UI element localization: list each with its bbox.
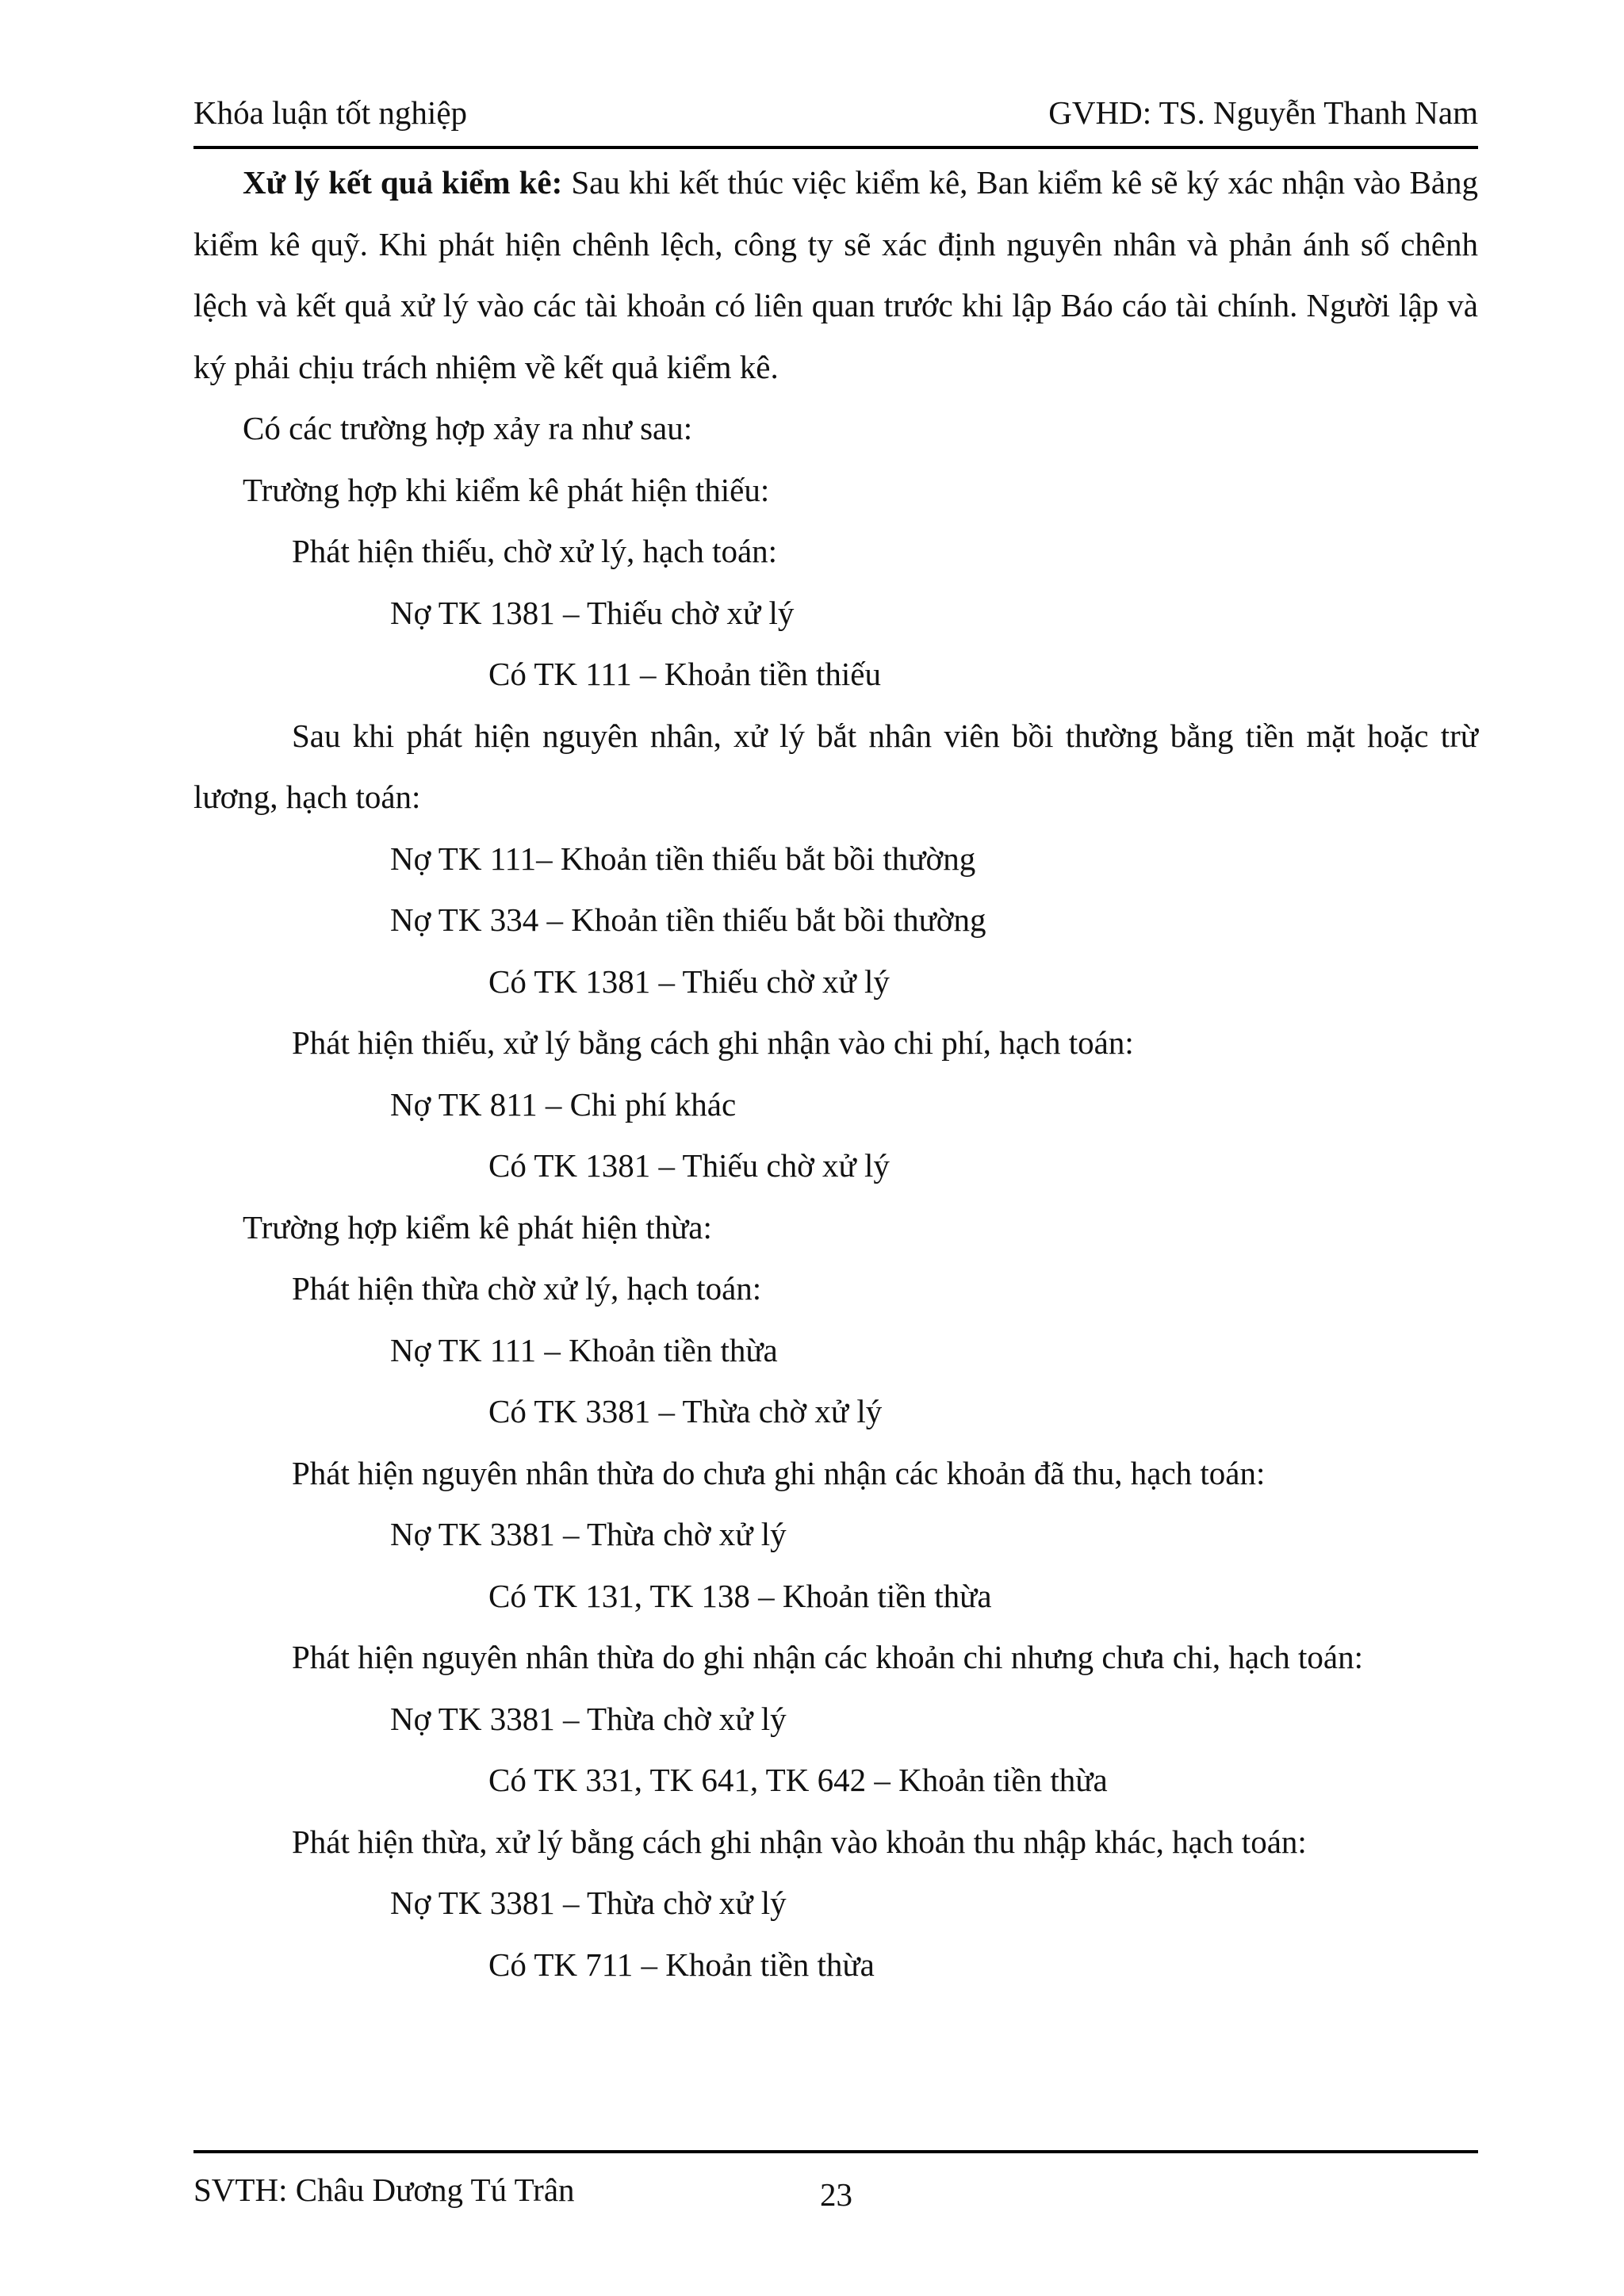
page-footer xyxy=(193,2171,1478,2218)
credit-entry: Có TK 1381 – Thiếu chờ xử lý xyxy=(488,962,890,1000)
debit-entry: Nợ TK 3381 – Thừa chờ xử lý xyxy=(390,1700,787,1737)
debit-entry: Nợ TK 811 – Chi phí khác xyxy=(390,1085,737,1123)
debit-entry: Nợ TK 111– Khoản tiền thiếu bắt bồi thường xyxy=(390,840,976,877)
debit-entry: Nợ TK 3381 – Thừa chờ xử lý xyxy=(390,1885,787,1921)
intro-paragraph xyxy=(193,152,1478,398)
footer-divider xyxy=(193,2150,1478,2153)
debit-entry: Nợ TK 1381 – Thiếu chờ xử lý xyxy=(390,594,795,631)
document-body xyxy=(193,152,1478,1996)
text-line: Có các trường hợp xảy ra như sau: xyxy=(243,410,693,446)
debit-entry: Nợ TK 3381 – Thừa chờ xử lý xyxy=(390,1516,787,1552)
text-line: Phát hiện thừa chờ xử lý, hạch toán: xyxy=(292,1270,762,1307)
page-header xyxy=(193,94,1478,141)
credit-entry: Có TK 3381 – Thừa chờ xử lý xyxy=(488,1393,883,1429)
text-line: Phát hiện nguyên nhân thừa do chưa ghi nhận các khoản đã thu, hạch toán: xyxy=(292,1454,1266,1491)
debit-entry: Nợ TK 111 – Khoản tiền thừa xyxy=(390,1331,778,1368)
credit-entry: Có TK 111 – Khoản tiền thiếu xyxy=(488,656,881,692)
header-divider xyxy=(193,146,1478,149)
header-advisor: GVHD: TS. Nguyễn Thanh Nam xyxy=(1048,94,1478,131)
credit-entry: Có TK 131, TK 138 – Khoản tiền thừa xyxy=(488,1577,992,1614)
debit-entry: Nợ TK 334 – Khoản tiền thiếu bắt bồi thường xyxy=(390,901,986,938)
text-line: Phát hiện thiếu, chờ xử lý, hạch toán: xyxy=(292,533,778,569)
text-line: Phát hiện nguyên nhân thừa do ghi nhận các khoản chi nhưng chưa chi, hạch toán: xyxy=(292,1639,1363,1675)
text-line: Phát hiện thừa, xử lý bằng cách ghi nhận vào khoản thu nhập khác, hạch toán: xyxy=(292,1823,1307,1860)
page-number: 23 xyxy=(820,2176,852,2213)
footer-student: SVTH: Châu Dương Tú Trân xyxy=(193,2172,575,2208)
header-title: Khóa luận tốt nghiệp xyxy=(193,94,468,131)
paragraph-compensation: Sau khi phát hiện nguyên nhân, xử lý bắt nhân viên bồi thường bằng tiền mặt hoặc trừ lương, hạch toán: xyxy=(193,717,1478,815)
credit-entry: Có TK 1381 – Thiếu chờ xử lý xyxy=(488,1147,890,1184)
text-line: Trường hợp kiểm kê phát hiện thừa: xyxy=(243,1208,712,1246)
credit-entry: Có TK 711 – Khoản tiền thừa xyxy=(488,1946,875,1983)
intro-heading: Xử lý kết quả kiểm kê: xyxy=(243,164,563,201)
intro-text: Sau khi kết thúc việc kiểm kê, Ban kiểm kê sẽ ký xác nhận vào Bảng kiểm kê quỹ. Khi phát hiện chênh lệch, công ty sẽ xác định nguyên nhân và phản ánh số chênh lệch và kết quả xử lý vào các tài khoản có liên quan trước khi lập Báo cáo tài chính. Người lập và ký phải chịu trách nhiệm về kết quả kiểm kê. xyxy=(193,164,1479,385)
text-line: Trường hợp khi kiểm kê phát hiện thiếu: xyxy=(243,471,770,508)
credit-entry: Có TK 331, TK 641, TK 642 – Khoản tiền thừa xyxy=(488,1762,1108,1798)
text-line: Phát hiện thiếu, xử lý bằng cách ghi nhận vào chi phí, hạch toán: xyxy=(292,1024,1134,1061)
